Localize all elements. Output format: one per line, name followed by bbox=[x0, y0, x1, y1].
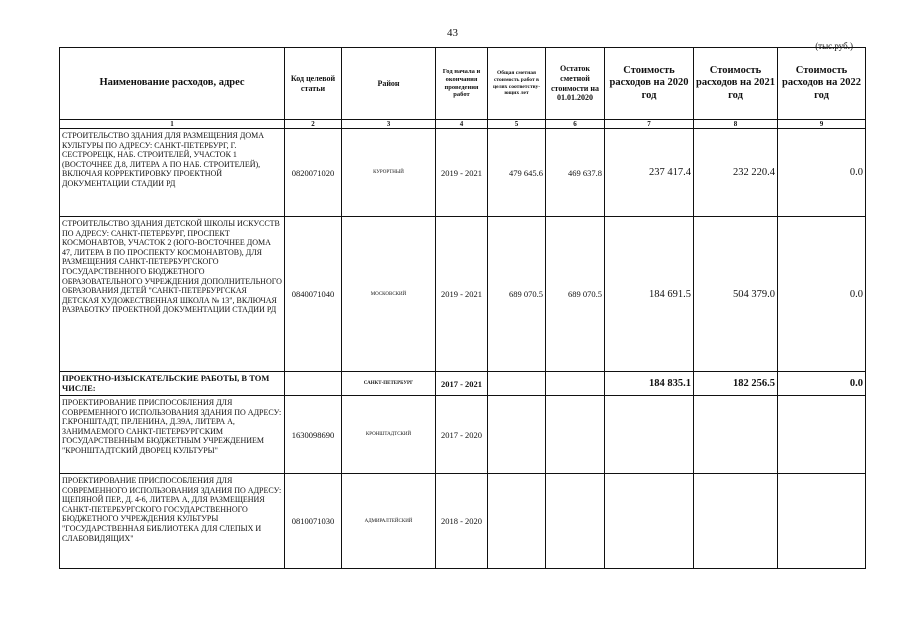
summary-cost-2022: 0.0 bbox=[778, 372, 866, 396]
summary-remainder bbox=[546, 372, 605, 396]
column-number: 6 bbox=[546, 120, 605, 129]
row-years: 2019 - 2021 bbox=[436, 217, 488, 372]
row-years: 2019 - 2021 bbox=[436, 129, 488, 217]
summary-years: 2017 - 2021 bbox=[436, 372, 488, 396]
row-cost-2021: 232 220.4 bbox=[694, 129, 778, 217]
row-name: СТРОИТЕЛЬСТВО ЗДАНИЯ ДЕТСКОЙ ШКОЛЫ ИСКУССТВ ПО АДРЕСУ: САНКТ-ПЕТЕРБУРГ, ПРОСПЕКТ КОСМОНАВТОВ, УЧАСТОК 2 (ЮГО-ВОСТОЧНЕЕ ДОМА 47, ЛИТЕРА В ПО ПРОСПЕКТУ КОСМОНАВТОВ), ДЛЯ РАЗМЕЩЕНИЯ САНКТ-ПЕТЕРБУРГСКОГО ГОСУДАРСТВЕННОГО БЮДЖЕТНОГО ОБРАЗОВАТЕЛЬНОГО УЧРЕЖДЕНИЯ ДОПОЛНИТЕЛЬНОГО ОБРАЗОВАНИЯ ДЕТЕЙ "САНКТ-ПЕТЕРБУРГСКАЯ ДЕТСКАЯ ХУДОЖЕСТВЕННАЯ ШКОЛА № 13", ВКЛЮЧАЯ РАЗРАБОТКУ ПРОЕКТНОЙ ДОКУМЕНТАЦИИ СТАДИИ РД bbox=[60, 217, 285, 372]
header-cost-2020: Стоимость расходов на 2020 год bbox=[605, 48, 694, 120]
header-cost-2022: Стоимость расходов на 2022 год bbox=[778, 48, 866, 120]
row-remainder: 689 070.5 bbox=[546, 217, 605, 372]
table-row bbox=[60, 396, 866, 474]
summary-cost-2021: 182 256.5 bbox=[694, 372, 778, 396]
summary-row bbox=[60, 372, 866, 396]
column-number: 1 bbox=[60, 120, 285, 129]
row-code: 0820071020 bbox=[285, 129, 342, 217]
summary-cost-2020: 184 835.1 bbox=[605, 372, 694, 396]
row-years: 2018 - 2020 bbox=[436, 474, 488, 569]
row-cost-2020: 237 417.4 bbox=[605, 129, 694, 217]
row-cost-2020 bbox=[605, 396, 694, 474]
row-remainder bbox=[546, 396, 605, 474]
row-cost-2020 bbox=[605, 474, 694, 569]
row-remainder bbox=[546, 474, 605, 569]
row-cost-2021 bbox=[694, 474, 778, 569]
header-row bbox=[60, 48, 866, 120]
column-number: 5 bbox=[488, 120, 546, 129]
row-cost-2022 bbox=[778, 474, 866, 569]
table-row bbox=[60, 474, 866, 569]
row-total-cost: 479 645.6 bbox=[488, 129, 546, 217]
summary-name: ПРОЕКТНО-ИЗЫСКАТЕЛЬСКИЕ РАБОТЫ, В ТОМ ЧИСЛЕ: bbox=[60, 372, 285, 396]
row-total-cost bbox=[488, 396, 546, 474]
page-number: 43 bbox=[447, 27, 458, 39]
header-remainder: Остаток сметной стоимости на 01.01.2020 bbox=[546, 48, 605, 120]
row-district: КРОНШТАДТСКИЙ bbox=[342, 396, 436, 474]
row-years: 2017 - 2020 bbox=[436, 396, 488, 474]
row-district: МОСКОВСКИЙ bbox=[342, 217, 436, 372]
row-cost-2022 bbox=[778, 396, 866, 474]
column-number: 7 bbox=[605, 120, 694, 129]
column-number: 4 bbox=[436, 120, 488, 129]
column-number: 2 bbox=[285, 120, 342, 129]
column-number: 9 bbox=[778, 120, 866, 129]
summary-code bbox=[285, 372, 342, 396]
header-total-cost: Общая сметная стоимость работ в целях соответству-ющих лет bbox=[488, 48, 546, 120]
unit-label: (тыс.руб.) bbox=[815, 41, 853, 51]
table-row bbox=[60, 217, 866, 372]
expenses-table bbox=[59, 47, 866, 569]
header-years: Год начала и окончания проведения работ bbox=[436, 48, 488, 120]
row-code: 0840071040 bbox=[285, 217, 342, 372]
row-name: СТРОИТЕЛЬСТВО ЗДАНИЯ ДЛЯ РАЗМЕЩЕНИЯ ДОМА КУЛЬТУРЫ ПО АДРЕСУ: САНКТ-ПЕТЕРБУРГ, Г. СЕСТРОРЕЦК, НАБ. СТРОИТЕЛЕЙ, УЧАСТОК 1 (ВОСТОЧНЕЕ Д.8, ЛИТЕРА А ПО НАБ. СТРОИТЕЛЕЙ), ВКЛЮЧАЯ КОРРЕКТИРОВКУ ПРОЕКТНОЙ ДОКУМЕНТАЦИИ СТАДИИ РД bbox=[60, 129, 285, 217]
header-district: Район bbox=[342, 48, 436, 120]
column-number: 3 bbox=[342, 120, 436, 129]
row-cost-2021 bbox=[694, 396, 778, 474]
row-name: ПРОЕКТИРОВАНИЕ ПРИСПОСОБЛЕНИЯ ДЛЯ СОВРЕМЕННОГО ИСПОЛЬЗОВАНИЯ ЗДАНИЯ ПО АДРЕСУ: Г.КРОНШТАДТ, ПР.ЛЕНИНА, Д.39А, ЛИТЕРА А, ЗАНИМАЕМОГО САНКТ-ПЕТЕРБУРГСКИМ ГОСУДАРСТВЕННЫМ БЮДЖЕТНЫМ УЧРЕЖДЕНИЕМ "КРОНШТАДТСКИЙ ДВОРЕЦ КУЛЬТУРЫ" bbox=[60, 396, 285, 474]
row-remainder: 469 637.8 bbox=[546, 129, 605, 217]
header-name: Наименование расходов, адрес bbox=[60, 48, 285, 120]
column-number: 8 bbox=[694, 120, 778, 129]
summary-total-cost bbox=[488, 372, 546, 396]
column-number-row bbox=[60, 120, 866, 129]
row-district: КУРОРТНЫЙ bbox=[342, 129, 436, 217]
row-cost-2020: 184 691.5 bbox=[605, 217, 694, 372]
table-row bbox=[60, 129, 866, 217]
row-total-cost bbox=[488, 474, 546, 569]
header-code: Код целевой статьи bbox=[285, 48, 342, 120]
row-cost-2021: 504 379.0 bbox=[694, 217, 778, 372]
row-total-cost: 689 070.5 bbox=[488, 217, 546, 372]
row-code: 0810071030 bbox=[285, 474, 342, 569]
row-code: 1630098690 bbox=[285, 396, 342, 474]
row-cost-2022: 0.0 bbox=[778, 129, 866, 217]
row-district: АДМИРАЛТЕЙСКИЙ bbox=[342, 474, 436, 569]
row-cost-2022: 0.0 bbox=[778, 217, 866, 372]
summary-district: САНКТ-ПЕТЕРБУРГ bbox=[342, 372, 436, 396]
row-name: ПРОЕКТИРОВАНИЕ ПРИСПОСОБЛЕНИЯ ДЛЯ СОВРЕМЕННОГО ИСПОЛЬЗОВАНИЯ ЗДАНИЯ ПО АДРЕСУ: ЩЕПЯНОЙ ПЕР., Д. 4-6, ЛИТЕРА А, ДЛЯ РАЗМЕЩЕНИЯ САНКТ-ПЕТЕРБУРГСКОГО ГОСУДАРСТВЕННОГО БЮДЖЕТНОГО УЧРЕЖДЕНИЯ КУЛЬТУРЫ "ГОСУДАРСТВЕННАЯ БИБЛИОТЕКА ДЛЯ СЛЕПЫХ И СЛАБОВИДЯЩИХ" bbox=[60, 474, 285, 569]
header-cost-2021: Стоимость расходов на 2021 год bbox=[694, 48, 778, 120]
